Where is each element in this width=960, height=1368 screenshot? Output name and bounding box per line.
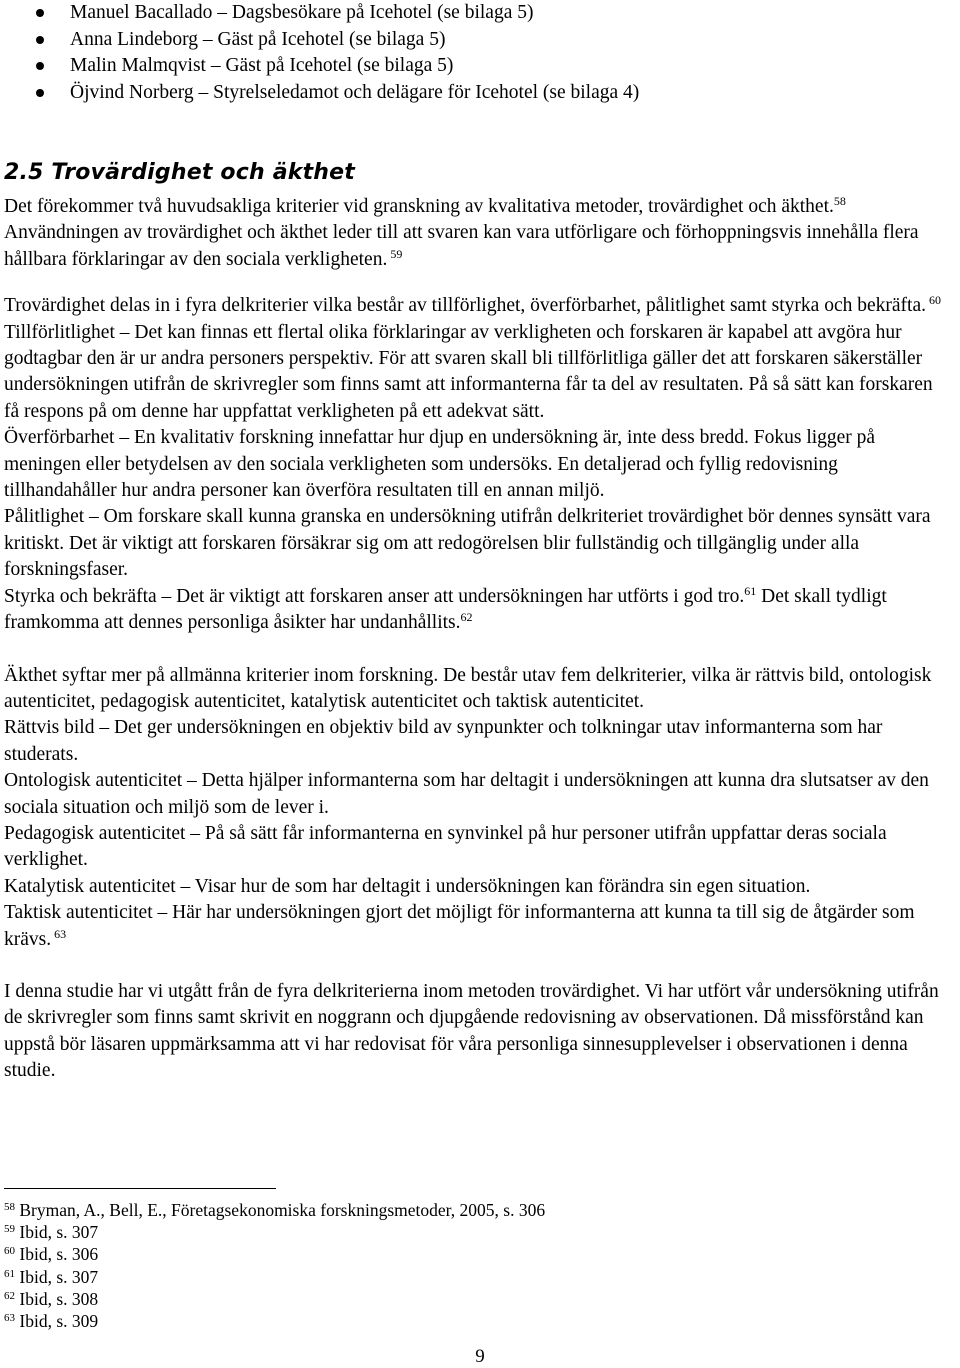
list-item: Manuel Bacallado – Dagsbesökare på Icehotel (se bilaga 5) [4,0,952,27]
footnote [4,1266,545,1288]
footnote [4,1310,545,1332]
footnote [4,1243,545,1265]
footnote-ref-58: 58 [833,194,846,208]
spacer [4,273,952,293]
footnote [4,1288,545,1310]
page-body [4,0,952,1085]
intro-text-a: Det förekommer två huvudsakliga kriterier vid granskning av kvalitativa metoder, trovärdighet och äkthet. [4,196,834,217]
list-item: Anna Lindeborg – Gäst på Icehotel (se bilaga 5) [4,27,952,54]
footnote-text: Ibid, s. 306 [15,1244,99,1265]
trovardighet-text: Trovärdighet delas in i fyra delkriterier vilka består av tillförlighet, överförbarhet, pålitlighet samt styrka och bekräfta. [4,295,926,317]
palitlighet-paragraph: Pålitlighet – Om forskare skall kunna granska en undersökning utifrån delkriteriet trovärdighet bör dennes synsätt vara kritiskt. Det är viktigt att forskaren försäkrar sig om att redogörelsen blir fullständig och tillgänglig under alla forskningsfaser. [4,506,931,581]
styrka-text-b: Det skall tydligt framkomma att dennes personliga åsikter har undanhållits. [4,585,887,634]
intro-paragraph [4,194,952,273]
footnote-ref-63: 63 [51,926,67,941]
footnote-number: 60 [4,1245,15,1258]
rattvis-paragraph: Rättvis bild – Det ger undersökningen en objektiv bild av synpunkter och tolkningar utav informanterna som har studerats. [4,717,883,765]
pedagogisk-paragraph: Pedagogisk autenticitet – På så sätt får informanterna en synvinkel på hur personer utifrån uppfattar deras sociala verklighet. [4,822,887,871]
taktisk-paragraph [4,900,952,953]
katalytisk-paragraph: Katalytisk autenticitet – Visar hur de som har deltagit i undersökningen kan förändra sin egen situation. [4,875,811,897]
list-item: Malin Malmqvist – Gäst på Icehotel (se bilaga 5) [4,53,952,80]
styrka-text-a: Styrka och bekräfta – Det är viktigt att forskaren anser att undersökningen har utförts i god tro. [4,585,745,607]
footnote-text: Ibid, s. 308 [15,1288,99,1309]
footnote-ref-60: 60 [925,293,941,308]
footnote-text: Ibid, s. 307 [15,1222,99,1243]
footnote-number: 61 [4,1267,15,1280]
footnote-ref-59: 59 [387,246,403,261]
trovardighet-paragraph [4,293,952,319]
footnote-number: 62 [4,1289,15,1302]
footnote [4,1221,545,1243]
footnote-ref-62: 62 [460,610,473,625]
ontologisk-paragraph: Ontologisk autenticitet – Detta hjälper informanterna som har deltagit i undersökningen att kunna dra slutsatser av den sociala situation och miljö som de lever i. [4,770,929,818]
footnote-text: Ibid, s. 309 [15,1311,99,1332]
footnote-text: Bryman, A., Bell, E., Företagsekonomiska forskningsmetoder, 2005, s. 306 [15,1200,546,1220]
spacer [4,953,952,979]
page-number: 9 [475,1346,485,1367]
footnote-text: Ibid, s. 307 [15,1266,99,1287]
footnote-number: 63 [4,1312,15,1325]
section-heading: 2.5 Trovärdighet och äkthet [4,160,355,185]
footnote-divider [4,1188,276,1189]
akthet-paragraph: Äkthet syftar mer på allmänna kriterier inom forskning. De består utav fem delkriterier, vilka är rättvis bild, ontologisk autenticitet, pedagogisk autenticitet, katalytisk autenticitet och taktisk autenticitet. [4,664,932,712]
footnote [4,1199,545,1221]
footnote-number: 58 [4,1201,15,1213]
footnote-number: 59 [4,1223,15,1236]
conclusion-paragraph: I denna studie har vi utgått från de fyra delkriterierna inom metoden trovärdighet. Vi har utfört vår undersökning utifrån de skrivregler som finns samt skrivit en noggrann och djupgående redovisning av observationen. Då missförstånd kan uppstå bör läsaren uppmärksamma att vi har redovisat för våra personliga sinnesupplevelser i observationen i denna studie. [4,980,939,1082]
list-item: Öjvind Norberg – Styrelseledamot och delägare för Icehotel (se bilaga 4) [4,80,952,107]
styrka-paragraph [4,584,952,637]
footnotes [4,1188,545,1332]
footnote-ref-61: 61 [744,583,757,598]
overforbarhet-paragraph: Överförbarhet – En kvalitativ forskning innefattar hur djup en undersökning är, inte dess bredd. Fokus ligger på meningen eller betydelsen av den sociala verkligheten som undersöks. En detaljerad och fyllig redovisning tillhandahåller hur andra personer kan överföra resultaten till en annan miljö. [4,427,876,502]
tillforlitlighet-paragraph: Tillförlitlighet – Det kan finnas ett flertal olika förklaringar av verkligheten och forskaren är kapabel att avgöra hur godtagbar den är ur andra personers perspektiv. För att svaren skall bli tillförlitliga gäller det att forskaren säkerställer undersökningen utifrån de skrivregler som finns samt att informanterna får ta del av resultaten. På så sätt kan forskaren få respons på om denne har uppfattat verkligheten på ett adekvat sätt. [4,321,933,422]
taktisk-text: Taktisk autenticitet – Här har undersökningen gjort det möjligt för informanterna att kunna ta till sig de åtgärder som krävs. [4,902,915,950]
intro-text-b: Användningen av trovärdighet och äkthet leder till att svaren kan vara utförligare och förhoppningsvis innehålla flera hållbara förklaringar av den sociala verkligheten. [4,222,919,270]
interviewee-list [4,0,952,106]
spacer [4,637,952,663]
